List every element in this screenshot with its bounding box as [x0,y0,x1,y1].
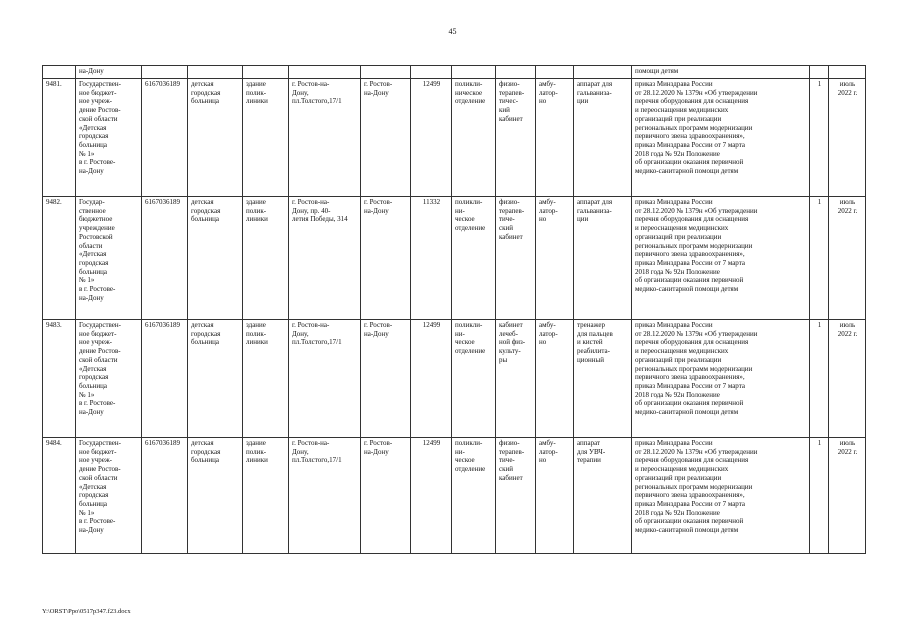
cell-type: детская городская больница [188,320,243,438]
cell-mode: амбу- латор- но [536,197,574,320]
cell-date: июль 2022 г. [829,320,866,438]
cell-org: на-Дону [76,66,142,79]
cell-dept: поликли- ническое отделение [452,79,496,197]
cell-cabinet: кабинет лечеб- ной физ- культу- ры [496,320,536,438]
cell-code: 12499 [411,320,452,438]
cell-type: детская городская больница [188,197,243,320]
cell-equipment: аппарат для гальваниза- ции [574,197,632,320]
cell-address: г. Ростов-на- Дону, пл.Толстого,17/1 [289,438,361,554]
cell-qty: 1 [810,438,829,554]
cell-cabinet: физио- терапев- тиче- ский кабинет [496,438,536,554]
cell-date: июль 2022 г. [829,438,866,554]
cell-number: 9482. [43,197,76,320]
cell-building: здание полик- линики [243,438,289,554]
cell-inn: 6167036189 [142,197,188,320]
cell-city: г. Ростов- на-Дону [361,438,411,554]
cell-code: 12499 [411,438,452,554]
cell-equipment: аппарат для УВЧ- терапии [574,438,632,554]
cell-type: детская городская больница [188,438,243,554]
table-row [43,438,866,554]
cell-dept: поликли- ни- ческое отделение [452,197,496,320]
cell-date: июль 2022 г. [829,79,866,197]
cell-qty: 1 [810,320,829,438]
cell-basis: помощи детям [632,66,810,79]
cell-building: здание полик- линики [243,197,289,320]
cell-cabinet: физио- терапев- тичес- кий кабинет [496,79,536,197]
continuation-row [43,66,866,79]
table-row [43,79,866,197]
document-path-footer: Y:\ORST\Ppo\0517p347.f23.docx [42,608,131,615]
cell-inn: 6167036189 [142,79,188,197]
cell-number: 9484. [43,438,76,554]
cell-basis: приказ Минздрава России от 28.12.2020 № 1379н «Об утверждении перечня оборудования для оснащения и переоснащения медицинских организаций при реализации региональных программ модернизации первичного звена здравоохранения», приказ Минздрава России от 7 марта 2018 года № 92н Положение об организации оказания первичной медико-санитарной помощи детям [632,197,810,320]
cell-qty: 1 [810,197,829,320]
cell-building: здание полик- линики [243,79,289,197]
cell-org: Государствен- ное бюджет- ное учреж- дение Ростов- ской области «Детская городская больница № 1» в г. Ростове- на-Дону [76,320,142,438]
table-row [43,197,866,320]
cell-inn: 6167036189 [142,320,188,438]
cell-city: г. Ростов- на-Дону [361,320,411,438]
cell-equipment: тренажер для пальцев и кистей реабилита- ционный [574,320,632,438]
cell-basis: приказ Минздрава России от 28.12.2020 № 1379н «Об утверждении перечня оборудования для оснащения и переоснащения медицинских организаций при реализации региональных программ модернизации первичного звена здравоохранения», приказ Минздрава России от 7 марта 2018 года № 92н Положение об организации оказания первичной медико-санитарной помощи детям [632,438,810,554]
cell-org: Государствен- ное бюджет- ное учреж- дение Ростов- ской области «Детская городская больница № 1» в г. Ростове- на-Дону [76,438,142,554]
cell-date: июль 2022 г. [829,197,866,320]
cell-address: г. Ростов-на- Дону, пл.Толстого,17/1 [289,320,361,438]
cell-equipment: аппарат для гальваниза- ции [574,79,632,197]
equipment-table [42,65,866,554]
cell-basis: приказ Минздрава России от 28.12.2020 № 1379н «Об утверждении перечня оборудования для оснащения и переоснащения медицинских организаций при реализации региональных программ модернизации первичного звена здравоохранения», приказ Минздрава России от 7 марта 2018 года № 92н Положение об организации оказания первичной медико-санитарной помощи детям [632,320,810,438]
cell-qty: 1 [810,79,829,197]
cell-mode: амбу- латор- но [536,320,574,438]
cell-address: г. Ростов-на- Дону, пр. 40- летия Победы, 314 [289,197,361,320]
cell-dept: поликли- ни- ческое отделение [452,438,496,554]
cell-code: 12499 [411,79,452,197]
cell-building: здание полик- линики [243,320,289,438]
page-number: 45 [448,27,457,36]
cell-type: детская городская больница [188,79,243,197]
cell-code: 11332 [411,197,452,320]
cell-address: г. Ростов-на- Дону, пл.Толстого,17/1 [289,79,361,197]
cell-basis: приказ Минздрава России от 28.12.2020 № 1379н «Об утверждении перечня оборудования для оснащения и переоснащения медицинских организаций при реализации региональных программ модернизации первичного звена здравоохранения», приказ Минздрава России от 7 марта 2018 года № 92н Положение об организации оказания первичной медико-санитарной помощи детям [632,79,810,197]
cell-city: г. Ростов- на-Дону [361,197,411,320]
cell-inn: 6167036189 [142,438,188,554]
cell-mode: амбу- латор- но [536,79,574,197]
cell-org: Государствен- ное бюджет- ное учреж- дение Ростов- ской области «Детская городская больница № 1» в г. Ростове- на-Дону [76,79,142,197]
cell-number: 9483. [43,320,76,438]
cell-number: 9481. [43,79,76,197]
cell-org: Государ- ственное бюджетное учреждение Ростовской области «Детская городская больница № 1» в г. Ростове- на-Дону [76,197,142,320]
cell-cabinet: физио- терапев- тиче- ский кабинет [496,197,536,320]
cell-dept: поликли- ни- ческое отделение [452,320,496,438]
cell-mode: амбу- латор- но [536,438,574,554]
table-row [43,320,866,438]
cell-city: г. Ростов- на-Дону [361,79,411,197]
